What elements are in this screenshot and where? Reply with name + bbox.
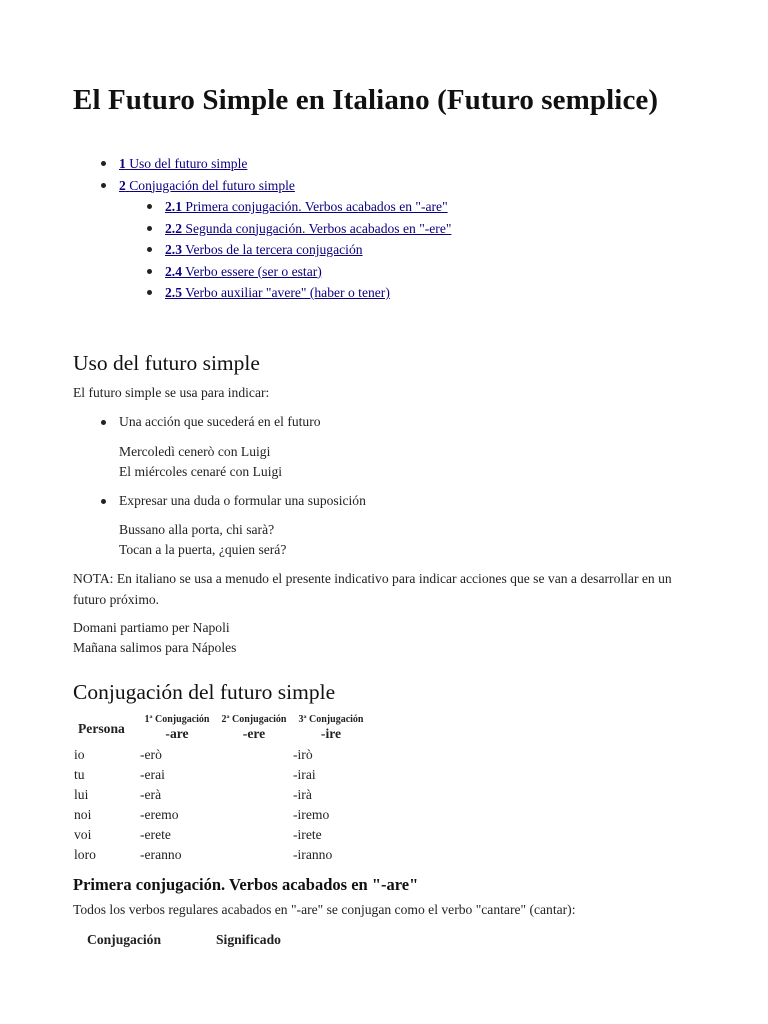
toc-subitem xyxy=(165,282,451,304)
table-header-tercera: 3ª Conjugación -ire xyxy=(298,714,364,741)
toc-item xyxy=(119,153,451,175)
uso-bullet-duda: Expresar una duda o formular una suposición xyxy=(119,491,366,511)
toc-subitem xyxy=(165,196,451,218)
toc-subitem xyxy=(165,261,451,283)
example-italian: Domani partiamo per Napoli xyxy=(73,620,230,635)
table-of-contents xyxy=(119,153,451,304)
example-italian: Mercoledì cenerò con Luigi xyxy=(119,444,271,459)
toc-link-uso[interactable]: 1 Uso del futuro simple xyxy=(119,156,248,171)
toc-link-segunda[interactable]: 2.2 Segunda conjugación. Verbos acabados en "-ere" xyxy=(165,220,452,236)
table-row: loro -eranno -iranno xyxy=(74,847,333,862)
uso-intro: El futuro simple se usa para indicar: xyxy=(73,385,270,400)
toc-link-conjugacion[interactable]: 2 Conjugación del futuro simple xyxy=(119,177,295,193)
example-spanish: Tocan a la puerta, ¿quien será? xyxy=(119,542,287,557)
subsection-heading-primera: Primera conjugación. Verbos acabados en "-are" xyxy=(73,875,419,894)
toc-link-essere[interactable]: 2.4 Verbo essere (ser o estar) xyxy=(165,263,322,279)
toc-link-tercera[interactable]: 2.3 Verbos de la tercera conjugación xyxy=(165,242,363,257)
table-row: noi -eremo -iremo xyxy=(74,807,330,822)
section-heading-uso: Uso del futuro simple xyxy=(73,351,260,375)
table-row: lui -erà -irà xyxy=(74,787,312,802)
table-header-significado: Significado xyxy=(216,932,281,947)
table-header-persona: Persona xyxy=(78,721,125,736)
toc-subitem xyxy=(165,218,451,240)
toc-subitem xyxy=(165,239,451,261)
table-row: tu -erai -irai xyxy=(74,767,316,782)
page-title: El Futuro Simple en Italiano (Futuro semplice) xyxy=(73,84,659,116)
table-header-primera: 1ª Conjugación -are xyxy=(144,714,210,741)
toc-item xyxy=(119,175,451,304)
primera-intro: Todos los verbos regulares acabados en "-are" se conjugan como el verbo "cantare" (cantar): xyxy=(73,902,576,917)
table-row: voi -erete -irete xyxy=(74,827,322,842)
nota-paragraph: NOTA: En italiano se usa a menudo el presente indicativo para indicar acciones que se van a desarrollar en un futuro próximo. xyxy=(73,571,672,607)
table-header-segunda: 2ª Conjugación -ere xyxy=(221,714,287,741)
table-row: io -erò -irò xyxy=(74,747,313,762)
toc-link-primera[interactable]: 2.1 Primera conjugación. Verbos acabados en "-are" xyxy=(165,199,448,214)
conjugation-table xyxy=(73,712,373,868)
example-spanish: El miércoles cenaré con Luigi xyxy=(119,464,283,479)
uso-bullet-futuro: Una acción que sucederá en el futuro xyxy=(119,412,321,432)
section-heading-conjugacion: Conjugación del futuro simple xyxy=(73,680,336,704)
toc-sublist xyxy=(119,196,451,304)
toc-link-avere[interactable]: 2.5 Verbo auxiliar "avere" (haber o tener) xyxy=(165,285,390,300)
table-header-conjugacion: Conjugación xyxy=(87,932,162,947)
example-italian: Bussano alla porta, chi sarà? xyxy=(119,522,275,537)
example-spanish: Mañana salimos para Nápoles xyxy=(73,640,237,655)
